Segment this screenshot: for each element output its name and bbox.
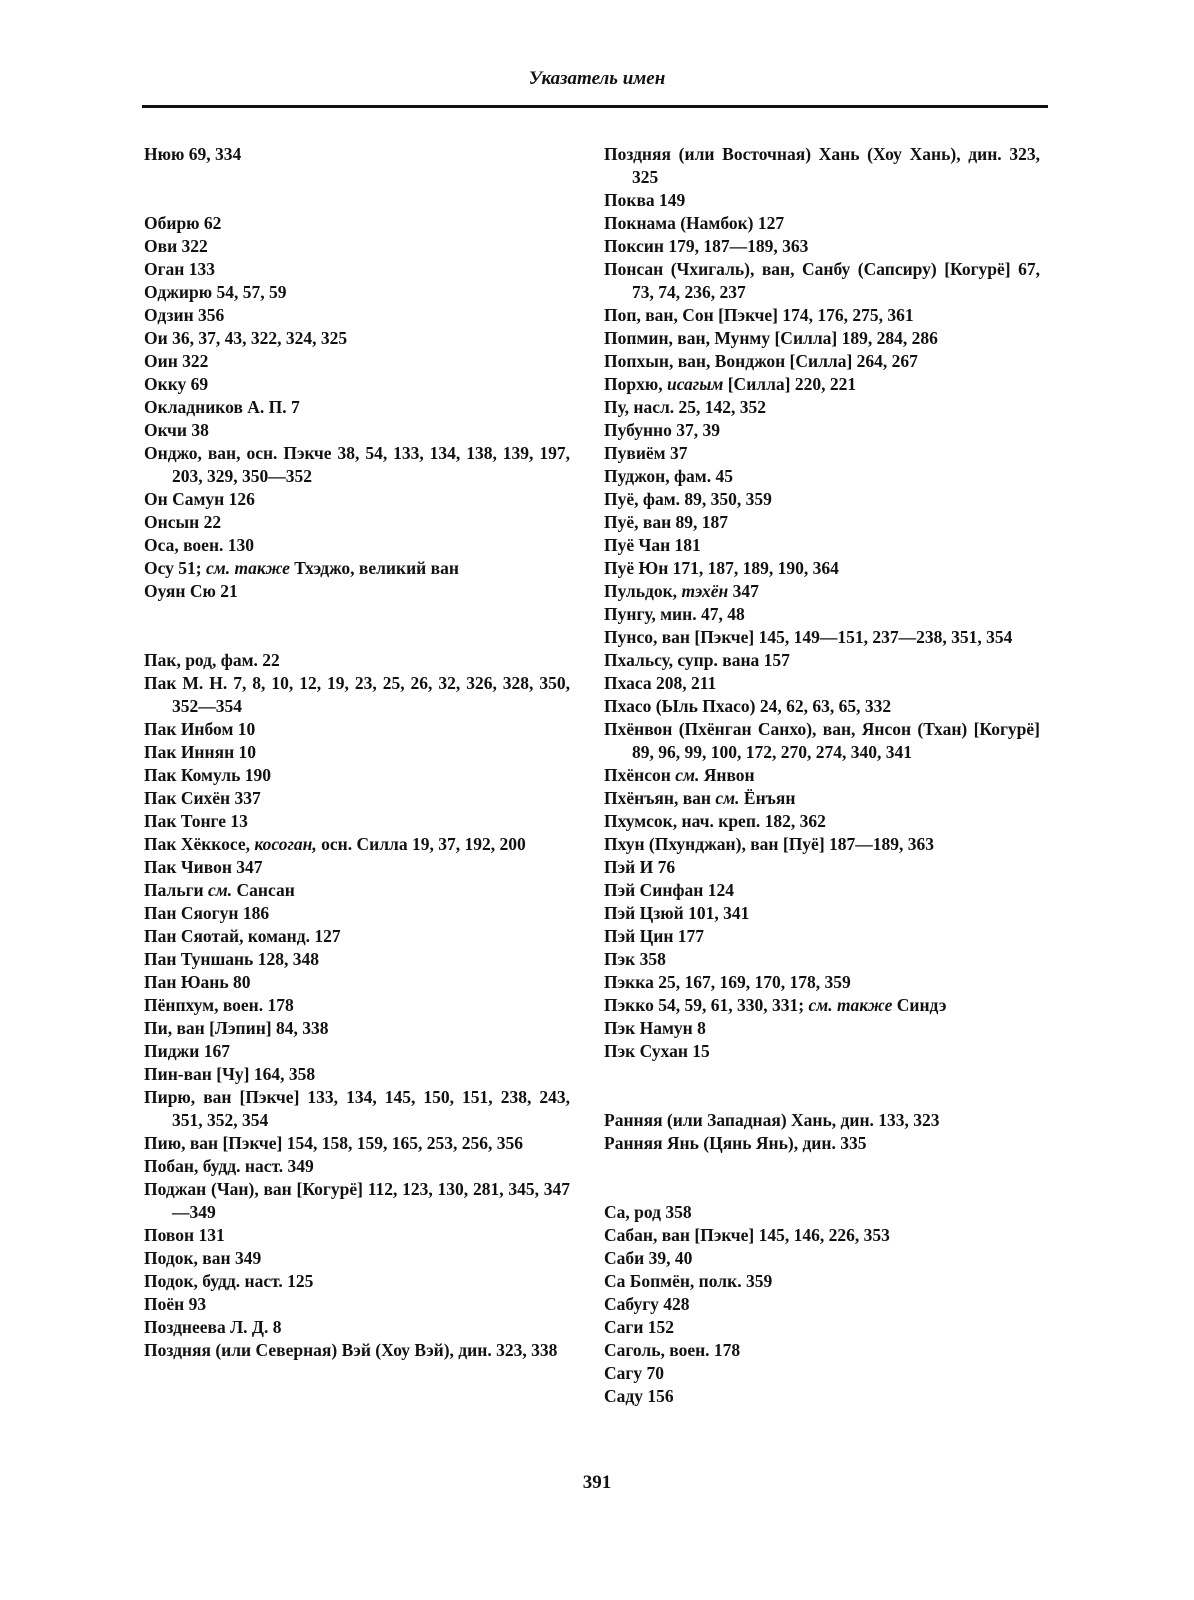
index-entry: [144, 534, 570, 557]
index-entry: [144, 442, 570, 488]
index-entry: [144, 1339, 570, 1362]
index-entry: [144, 879, 570, 902]
index-entry: [144, 741, 570, 764]
index-entry: [604, 1270, 1040, 1293]
entry-text: Пульдок,: [604, 581, 678, 601]
entry-cross-reference: исагым: [666, 374, 724, 394]
entry-text: Ои 36, 37, 43, 322, 324, 325: [144, 328, 348, 348]
index-entry: [144, 557, 570, 580]
entry-text: Пёнпхум, воен. 178: [144, 995, 294, 1015]
index-entry: [144, 1155, 570, 1178]
entry-text-continued: 347: [732, 581, 759, 601]
entry-text: Оджирю 54, 57, 59: [144, 282, 287, 302]
entry-text: Обирю 62: [144, 213, 222, 233]
index-entry: [144, 488, 570, 511]
entry-text: Пуё, ван 89, 187: [604, 512, 729, 532]
entry-text: Пхаса 208, 211: [604, 673, 717, 693]
index-entry: [144, 1086, 570, 1132]
entry-text: Сабугу 428: [604, 1294, 690, 1314]
entry-text: Пхальсу, супр. вана 157: [604, 650, 790, 670]
index-entry: [604, 350, 1040, 373]
entry-text: Пувиём 37: [604, 443, 688, 463]
entry-text: Саду 156: [604, 1386, 674, 1406]
entry-text: Са Бопмён, полк. 359: [604, 1271, 773, 1291]
entry-text: Пию, ван [Пэкче] 154, 158, 159, 165, 253, 256, 356: [144, 1133, 523, 1153]
entry-text: Ранняя (или Западная) Хань, дин. 133, 323: [604, 1110, 940, 1130]
entry-text: Пак Чивон 347: [144, 857, 263, 877]
index-entry: [604, 396, 1040, 419]
entry-text: Сагу 70: [604, 1363, 664, 1383]
letter-group-gap: [604, 1155, 1040, 1201]
index-entry: [144, 350, 570, 373]
entry-text: Онсын 22: [144, 512, 222, 532]
entry-text-continued: Тхэджо, великий ван: [294, 558, 459, 578]
entry-text-continued: Сансан: [236, 880, 295, 900]
index-entry: [144, 810, 570, 833]
entry-text-continued: Ёнъян: [743, 788, 796, 808]
entry-cross-reference: см.: [715, 788, 740, 808]
entry-text: Пан Сяогун 186: [144, 903, 270, 923]
index-entry: [144, 373, 570, 396]
entry-text: Пэк Намун 8: [604, 1018, 706, 1038]
entry-text: Пэк Сухан 15: [604, 1041, 710, 1061]
index-entry: [604, 442, 1040, 465]
entry-text: Оуян Сю 21: [144, 581, 238, 601]
index-entry: [144, 419, 570, 442]
index-entry: [604, 1385, 1040, 1408]
entry-text: Пэкка 25, 167, 169, 170, 178, 359: [604, 972, 851, 992]
entry-text: Пуё Чан 181: [604, 535, 701, 555]
index-entry: [604, 1201, 1040, 1224]
index-entry: [144, 1178, 570, 1224]
entry-text: Пуё Юн 171, 187, 189, 190, 364: [604, 558, 839, 578]
entry-text: Попмин, ван, Мунму [Силла] 189, 284, 286: [604, 328, 938, 348]
entry-text: Подок, ван 349: [144, 1248, 262, 1268]
entry-text: Поп, ван, Сон [Пэкче] 174, 176, 275, 361: [604, 305, 914, 325]
index-column-right: [604, 143, 1040, 1408]
page-number: 391: [582, 1472, 612, 1493]
entry-text: Пальги: [144, 880, 204, 900]
entry-text: Оин 322: [144, 351, 209, 371]
index-entry: [604, 1339, 1040, 1362]
entry-text: Пхёнвон (Пхёнган Санхо), ван, Янсон (Тхан) [Когурё] 89, 96, 99, 100, 172, 270, 274, 340, 341: [604, 719, 1040, 762]
header-rule: [142, 105, 1048, 108]
entry-text: Пэкко 54, 59, 61, 330, 331;: [604, 995, 805, 1015]
index-entry: [604, 626, 1040, 649]
entry-text: Поджан (Чан), ван [Когурё] 112, 123, 130, 281, 345, 347—349: [144, 1179, 570, 1222]
index-entry: [604, 557, 1040, 580]
entry-text: Пхёнъян, ван: [604, 788, 711, 808]
index-entry: [604, 1293, 1040, 1316]
index-column-left: [144, 143, 570, 1362]
entry-text: Побан, будд. наст. 349: [144, 1156, 314, 1176]
index-entry: [604, 1017, 1040, 1040]
entry-text: Позднеева Л. Д. 8: [144, 1317, 282, 1337]
index-entry: [144, 580, 570, 603]
index-entry: [144, 1017, 570, 1040]
entry-text: Окку 69: [144, 374, 209, 394]
entry-text: Пэй И 76: [604, 857, 676, 877]
entry-text: Онджо, ван, осн. Пэкче 38, 54, 133, 134, 138, 139, 197, 203, 329, 350—352: [144, 443, 570, 486]
entry-text: Пирю, ван [Пэкче] 133, 134, 145, 150, 151, 238, 243, 351, 352, 354: [144, 1087, 570, 1130]
entry-text: Сабан, ван [Пэкче] 145, 146, 226, 353: [604, 1225, 890, 1245]
entry-text: Пан Туншань 128, 348: [144, 949, 319, 969]
entry-text: Пан Сяотай, команд. 127: [144, 926, 341, 946]
index-entry: [604, 971, 1040, 994]
index-entry: [144, 143, 570, 166]
index-entry: [144, 1247, 570, 1270]
index-entry: [144, 1270, 570, 1293]
entry-text: Пак Тонге 13: [144, 811, 248, 831]
entry-text: Оса, воен. 130: [144, 535, 255, 555]
entry-text: Повон 131: [144, 1225, 225, 1245]
index-entry: [604, 258, 1040, 304]
entry-text: Пиджи 167: [144, 1041, 230, 1061]
index-entry: [144, 764, 570, 787]
index-entry: [604, 902, 1040, 925]
letter-group-gap: [144, 166, 570, 212]
index-entry: [144, 1132, 570, 1155]
entry-cross-reference: см. также: [205, 558, 290, 578]
entry-text-continued: [Силла] 220, 221: [727, 374, 857, 394]
index-entry: [144, 649, 570, 672]
index-entry: [604, 948, 1040, 971]
index-entry: [604, 1109, 1040, 1132]
index-entry: [604, 1040, 1040, 1063]
index-entry: [604, 764, 1040, 787]
entry-cross-reference: см. также: [808, 995, 893, 1015]
index-entry: [604, 787, 1040, 810]
entry-text-continued: Синдэ: [896, 995, 947, 1015]
index-entry: [604, 856, 1040, 879]
entry-text: Попхын, ван, Вонджон [Силла] 264, 267: [604, 351, 918, 371]
index-entry: [144, 304, 570, 327]
entry-text: Пхёнсон: [604, 765, 671, 785]
entry-text: Поздняя (или Северная) Вэй (Хоу Вэй), дин. 323, 338: [144, 1340, 558, 1360]
running-header: Указатель имен: [528, 68, 666, 89]
index-entry: [604, 994, 1040, 1017]
index-entry: [144, 327, 570, 350]
entry-text: Пу, насл. 25, 142, 352: [604, 397, 767, 417]
index-entry: [144, 718, 570, 741]
entry-text: Нюю 69, 334: [144, 144, 242, 164]
entry-text: Порхю,: [604, 374, 663, 394]
index-entry: [144, 1063, 570, 1086]
letter-group-gap: [144, 603, 570, 649]
entry-text: Пан Юань 80: [144, 972, 251, 992]
entry-text: Пак Хёккосе,: [144, 834, 251, 854]
entry-text: Са, род 358: [604, 1202, 692, 1222]
index-entry: [144, 1316, 570, 1339]
entry-text-continued: Янвон: [703, 765, 755, 785]
index-entry: [604, 879, 1040, 902]
index-entry: [604, 189, 1040, 212]
entry-text: Пубунно 37, 39: [604, 420, 721, 440]
entry-text: Пхун (Пхунджан), ван [Пуё] 187—189, 363: [604, 834, 935, 854]
entry-text: Пак Комуль 190: [144, 765, 271, 785]
index-entry: [604, 534, 1040, 557]
index-entry: [144, 994, 570, 1017]
entry-text: Пэй Цин 177: [604, 926, 705, 946]
index-entry: [604, 373, 1040, 396]
entry-text: Пак Инбом 10: [144, 719, 256, 739]
entry-text: Понсан (Чхигаль), ван, Санбу (Сапсиру) [Когурё] 67, 73, 74, 236, 237: [604, 259, 1040, 302]
entry-text: Пак, род, фам. 22: [144, 650, 280, 670]
index-entry: [604, 718, 1040, 764]
index-entry: [604, 603, 1040, 626]
entry-text: Пи, ван [Лэпин] 84, 338: [144, 1018, 329, 1038]
entry-text: Саголь, воен. 178: [604, 1340, 741, 1360]
index-entry: [144, 856, 570, 879]
entry-cross-reference: см.: [675, 765, 700, 785]
entry-text-continued: осн. Силла 19, 37, 192, 200: [321, 834, 526, 854]
letter-group-gap: [604, 1063, 1040, 1109]
index-entry: [144, 1040, 570, 1063]
entry-text: Пхасо (Ыль Пхасо) 24, 62, 63, 65, 332: [604, 696, 892, 716]
index-entry: [604, 511, 1040, 534]
index-entry: [144, 925, 570, 948]
index-entry: [144, 281, 570, 304]
index-entry: [144, 948, 570, 971]
entry-text: Пуё, фам. 89, 350, 359: [604, 489, 772, 509]
entry-text: Саби 39, 40: [604, 1248, 693, 1268]
index-entry: [604, 695, 1040, 718]
index-entry: [604, 649, 1040, 672]
entry-text: Пхумсок, нач. креп. 182, 362: [604, 811, 826, 831]
entry-text: Пунсо, ван [Пэкче] 145, 149—151, 237—238, 351, 354: [604, 627, 1013, 647]
index-entry: [604, 1247, 1040, 1270]
index-entry: [144, 1224, 570, 1247]
index-entry: [144, 212, 570, 235]
index-entry: [604, 1362, 1040, 1385]
index-entry: [144, 258, 570, 281]
index-entry: [604, 419, 1040, 442]
index-entry: [604, 235, 1040, 258]
index-entry: [604, 672, 1040, 695]
entry-text: Пуджон, фам. 45: [604, 466, 733, 486]
entry-cross-reference: см.: [208, 880, 233, 900]
entry-text: Одзин 356: [144, 305, 225, 325]
index-entry: [604, 212, 1040, 235]
index-entry: [604, 465, 1040, 488]
entry-text: Пин-ван [Чу] 164, 358: [144, 1064, 316, 1084]
entry-text: Пак Иннян 10: [144, 742, 257, 762]
entry-text: Окладников А. П. 7: [144, 397, 300, 417]
index-entry: [604, 143, 1040, 189]
index-entry: [604, 833, 1040, 856]
index-entry: [144, 672, 570, 718]
index-entry: [604, 810, 1040, 833]
index-entry: [604, 1132, 1040, 1155]
index-entry: [604, 1316, 1040, 1339]
index-entry: [604, 488, 1040, 511]
index-entry: [144, 1293, 570, 1316]
index-entry: [144, 833, 570, 856]
entry-text: Осу 51;: [144, 558, 202, 578]
entry-text: Пэй Синфан 124: [604, 880, 735, 900]
entry-text: Пак М. Н. 7, 8, 10, 12, 19, 23, 25, 26, 32, 326, 328, 350, 352—354: [144, 673, 570, 716]
entry-text: Поздняя (или Восточная) Хань (Хоу Хань), дин. 323, 325: [604, 144, 1040, 187]
entry-text: Оган 133: [144, 259, 216, 279]
index-entry: [144, 235, 570, 258]
entry-cross-reference: тэхён: [681, 581, 729, 601]
index-entry: [144, 971, 570, 994]
entry-text: Ови 322: [144, 236, 208, 256]
entry-text: Пэк 358: [604, 949, 666, 969]
index-entry: [144, 902, 570, 925]
entry-text: Поён 93: [144, 1294, 207, 1314]
entry-text: Саги 152: [604, 1317, 675, 1337]
entry-text: Ранняя Янь (Цянь Янь), дин. 335: [604, 1133, 867, 1153]
index-entry: [144, 787, 570, 810]
entry-text: Пак Сихён 337: [144, 788, 261, 808]
index-entry: [604, 327, 1040, 350]
entry-text: Он Самун 126: [144, 489, 255, 509]
index-entry: [604, 925, 1040, 948]
index-entry: [144, 511, 570, 534]
index-entry: [144, 396, 570, 419]
entry-text: Поксин 179, 187—189, 363: [604, 236, 809, 256]
entry-text: Окчи 38: [144, 420, 209, 440]
entry-text: Пэй Цзюй 101, 341: [604, 903, 750, 923]
index-entry: [604, 304, 1040, 327]
entry-cross-reference: косоган,: [254, 834, 317, 854]
entry-text: Покнама (Намбок) 127: [604, 213, 785, 233]
entry-text: Пунгу, мин. 47, 48: [604, 604, 745, 624]
index-entry: [604, 580, 1040, 603]
entry-text: Подок, будд. наст. 125: [144, 1271, 314, 1291]
index-entry: [604, 1224, 1040, 1247]
entry-text: Поква 149: [604, 190, 686, 210]
